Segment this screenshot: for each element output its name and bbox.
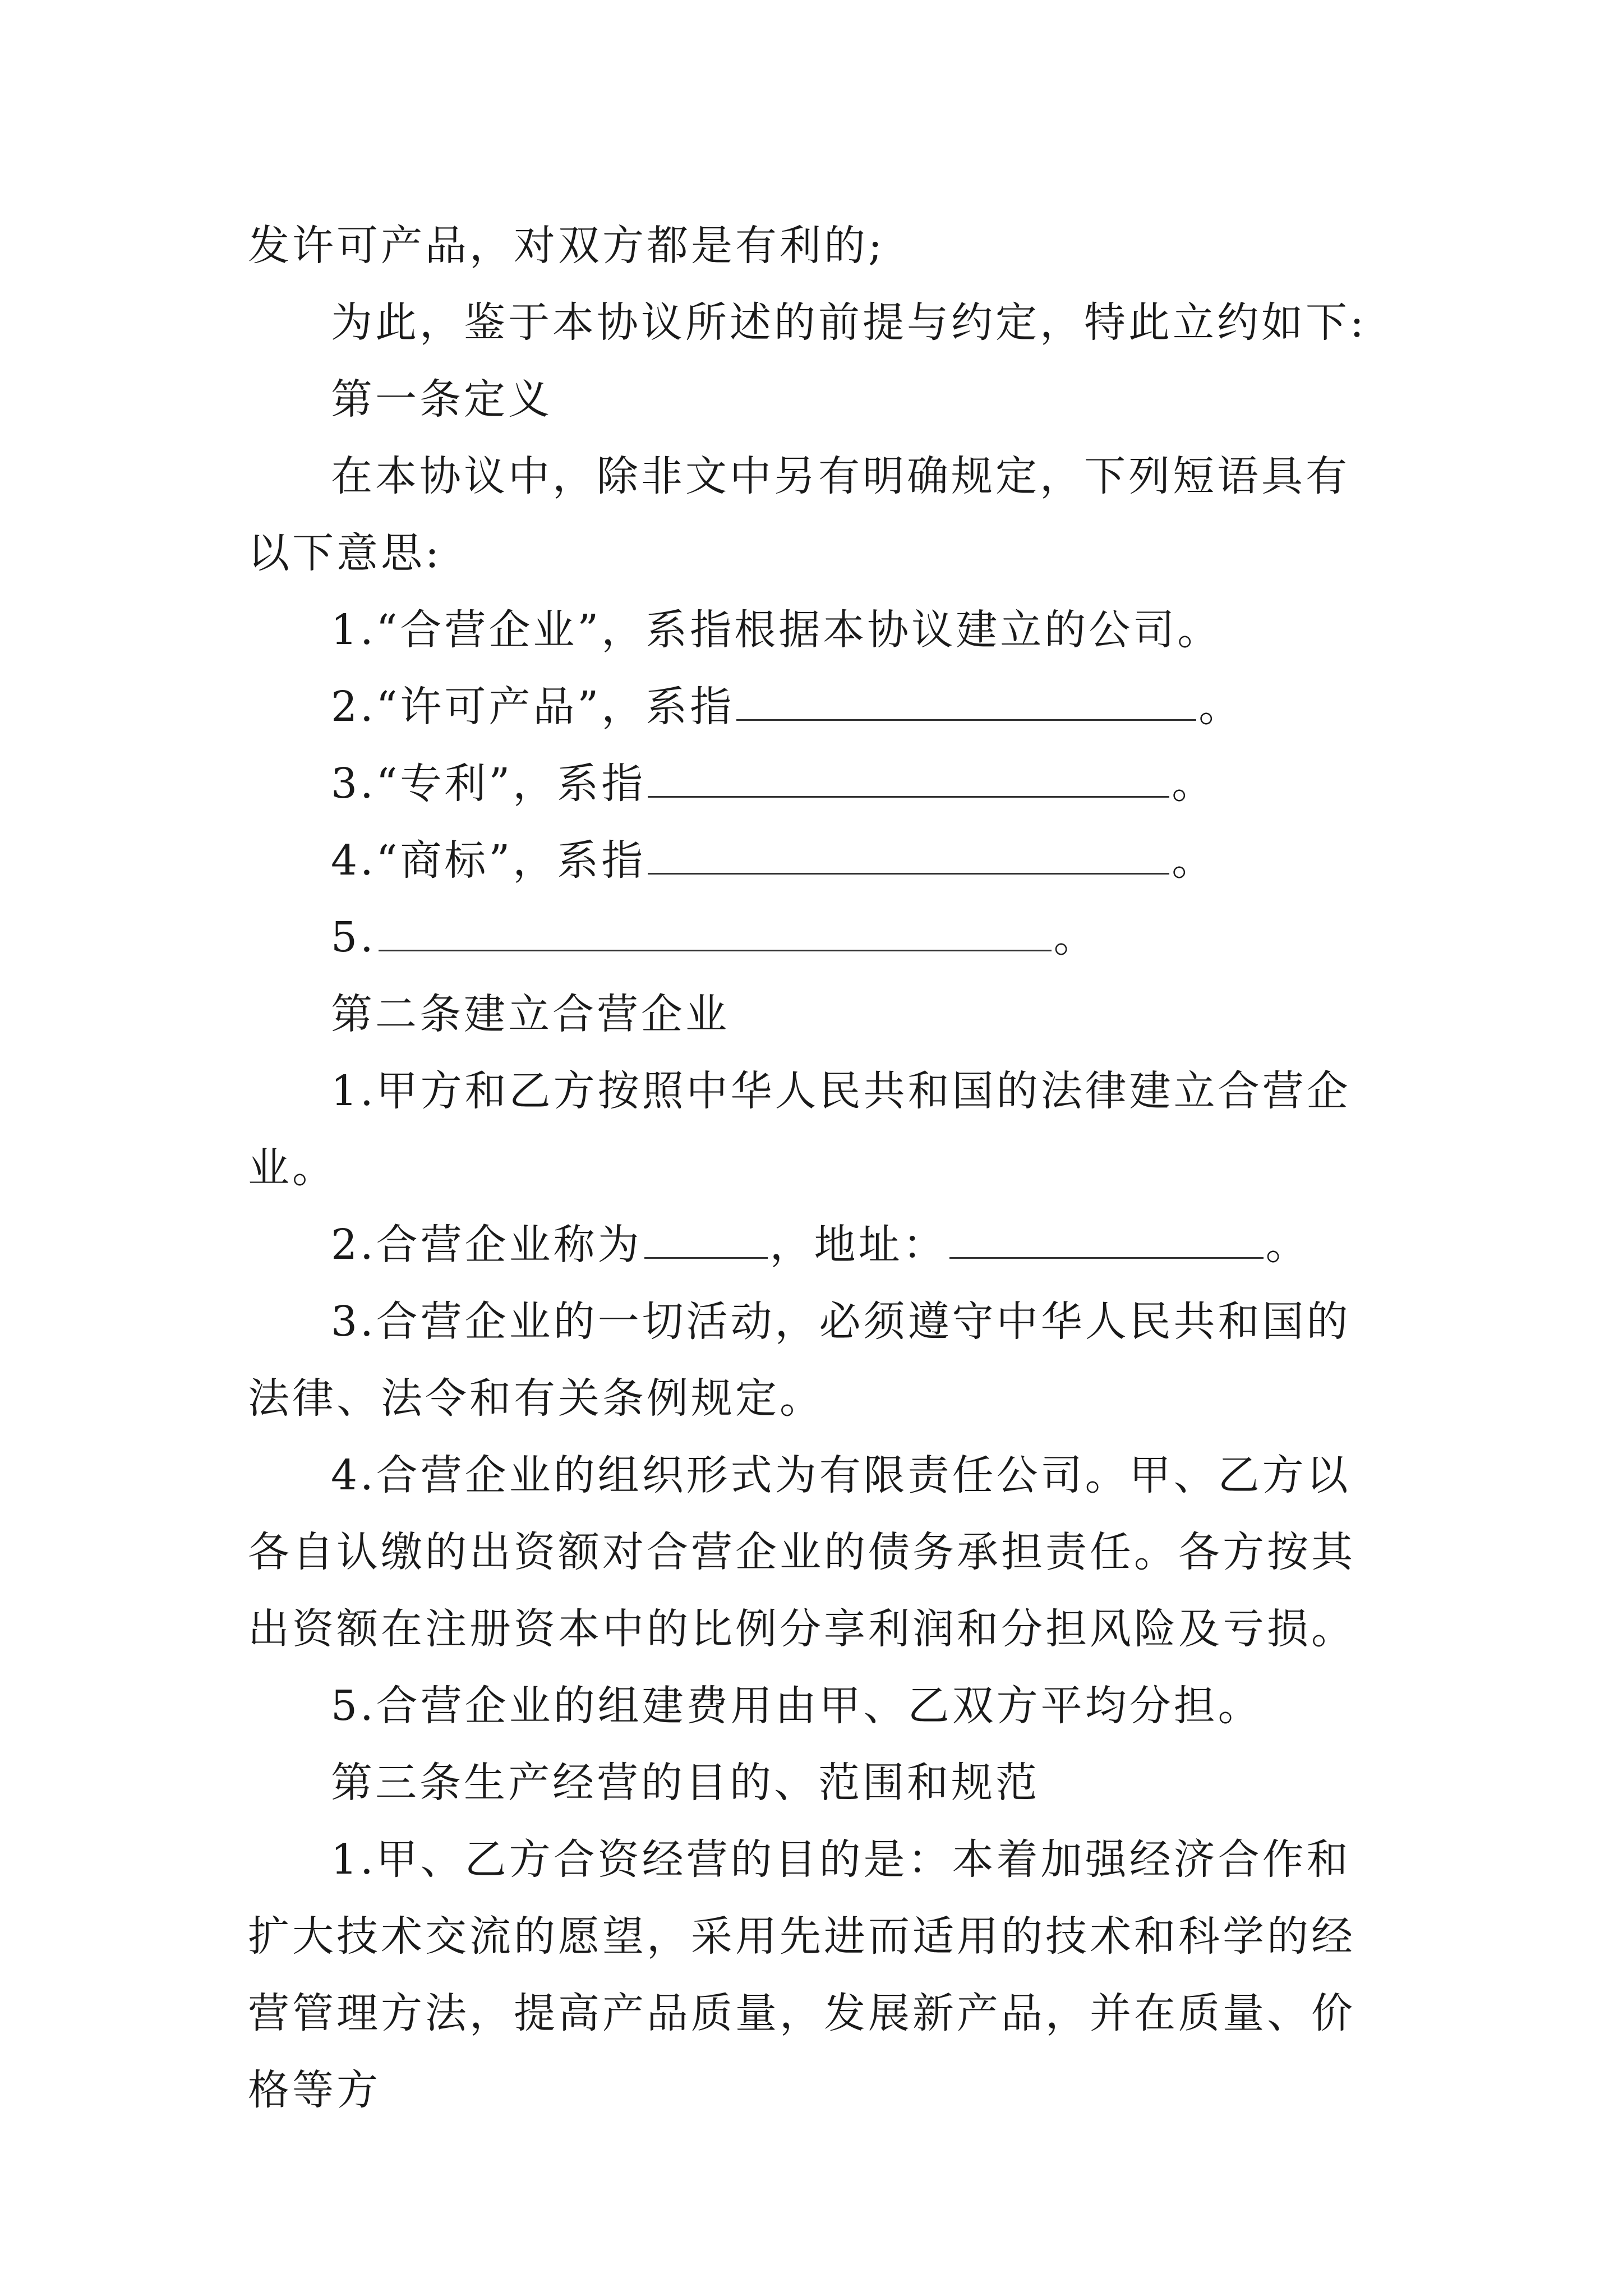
clause-2-label: 2.合营企业称为 [331, 1221, 642, 1269]
paragraph-continuation: 发许可产品，对双方都是有利的; [248, 222, 885, 270]
definition-2-label: 2.“许可产品”，系指 [331, 683, 735, 731]
article-3-heading: 第三条生产经营的目的、范围和规范 [331, 1759, 1040, 1807]
paragraph-preamble: 为此，鉴于本协议所述的前提与约定，特此立约如下: [331, 298, 1367, 347]
definition-3 [248, 746, 1392, 822]
definition-3-blank [648, 756, 1169, 798]
definition-5-blank [379, 909, 1052, 951]
definition-5 [248, 899, 1392, 976]
article-2-clause-2 [248, 1207, 1392, 1283]
definition-4-label: 4.“商标”，系指 [331, 836, 646, 885]
article-2-clause-1: 1.甲方和乙方按照中华人民共和国的法律建立合营企业。 [248, 1067, 1351, 1192]
definition-2-end: 。 [1198, 683, 1243, 731]
definition-1: 1.“合营企业”，系指根据本协议建立的公司。 [331, 606, 1222, 654]
definition-2-blank [736, 679, 1196, 721]
document-body [248, 208, 1392, 2129]
definition-3-label: 3.“专利”，系指 [331, 760, 646, 808]
clause-2-end: 。 [1265, 1221, 1310, 1269]
definition-4 [248, 822, 1392, 899]
article-2-clause-4: 4.合营企业的组织形式为有限责任公司。甲、乙方以各自认缴的出资额对合营企业的债务承担责任。各方按其出资额在注册资本中的比例分享利润和分担风险及亏损。 [248, 1451, 1355, 1653]
article-1-intro: 在本协议中，除非文中另有明确规定，下列短语具有以下意思: [248, 452, 1350, 577]
definition-3-end: 。 [1172, 760, 1216, 808]
clause-2-address-label: ，地址： [769, 1221, 947, 1269]
definition-2 [248, 669, 1392, 746]
article-2-clause-5: 5.合营企业的组建费用由甲、乙双方平均分担。 [331, 1682, 1262, 1730]
definition-4-blank [648, 832, 1169, 875]
address-blank [949, 1217, 1264, 1259]
definition-5-end: 。 [1053, 913, 1098, 961]
article-2-heading: 第二条建立合营企业 [331, 990, 730, 1038]
definition-5-label: 5. [331, 913, 376, 961]
article-1-heading: 第一条定义 [331, 375, 552, 424]
definition-4-end: 。 [1172, 836, 1216, 885]
article-3-clause-1: 1.甲、乙方合资经营的目的是：本着加强经济合作和扩大技术交流的愿望，采用先进而适用的技术和科学的经营管理方法，提高产品质量，发展新产品，并在质量、价格等方 [248, 1835, 1355, 2114]
article-2-clause-3: 3.合营企业的一切活动，必须遵守中华人民共和国的法律、法令和有关条例规定。 [248, 1297, 1351, 1423]
company-name-blank [644, 1217, 768, 1259]
